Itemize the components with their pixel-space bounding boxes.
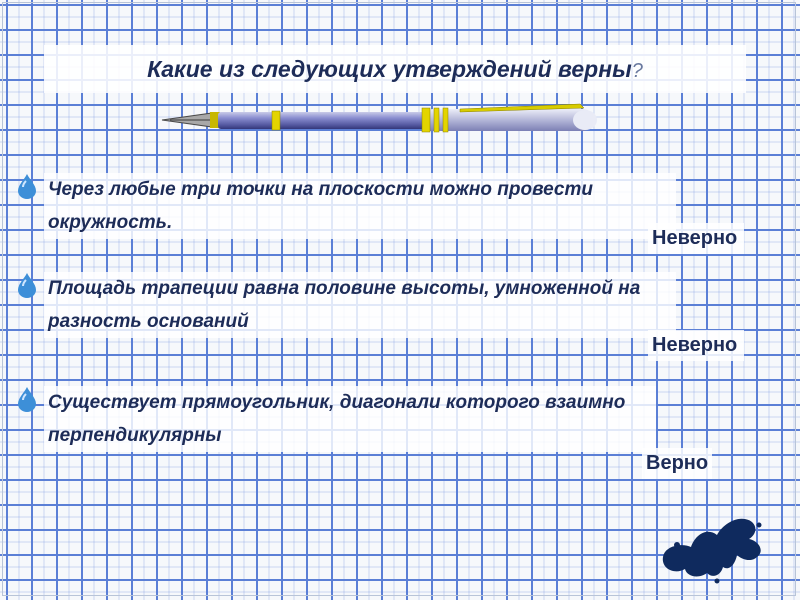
title-question-mark: ?	[631, 59, 643, 82]
pen-icon	[160, 100, 610, 140]
statement-1	[16, 173, 676, 239]
answer-2: Неверно	[648, 330, 744, 361]
title-box	[44, 45, 746, 93]
answer-1: Неверно	[648, 223, 744, 254]
statement-2	[16, 272, 676, 338]
water-drop-icon	[16, 173, 38, 199]
statement-3	[16, 386, 656, 452]
statement-text: Площадь трапеции равна половине высоты, умноженной на разность оснований	[44, 272, 676, 338]
slide-title	[147, 56, 643, 83]
water-drop-icon	[16, 386, 38, 412]
statement-text: Существует прямоугольник, диагонали которого взаимно перпендикулярны	[44, 386, 656, 452]
statement-text: Через любые три точки на плоскости можно провести окружность.	[44, 173, 676, 239]
ink-blot-icon	[655, 505, 767, 585]
answer-3: Верно	[642, 448, 712, 479]
title-text: Какие из следующих утверждений верны	[147, 55, 632, 82]
water-drop-icon	[16, 272, 38, 298]
